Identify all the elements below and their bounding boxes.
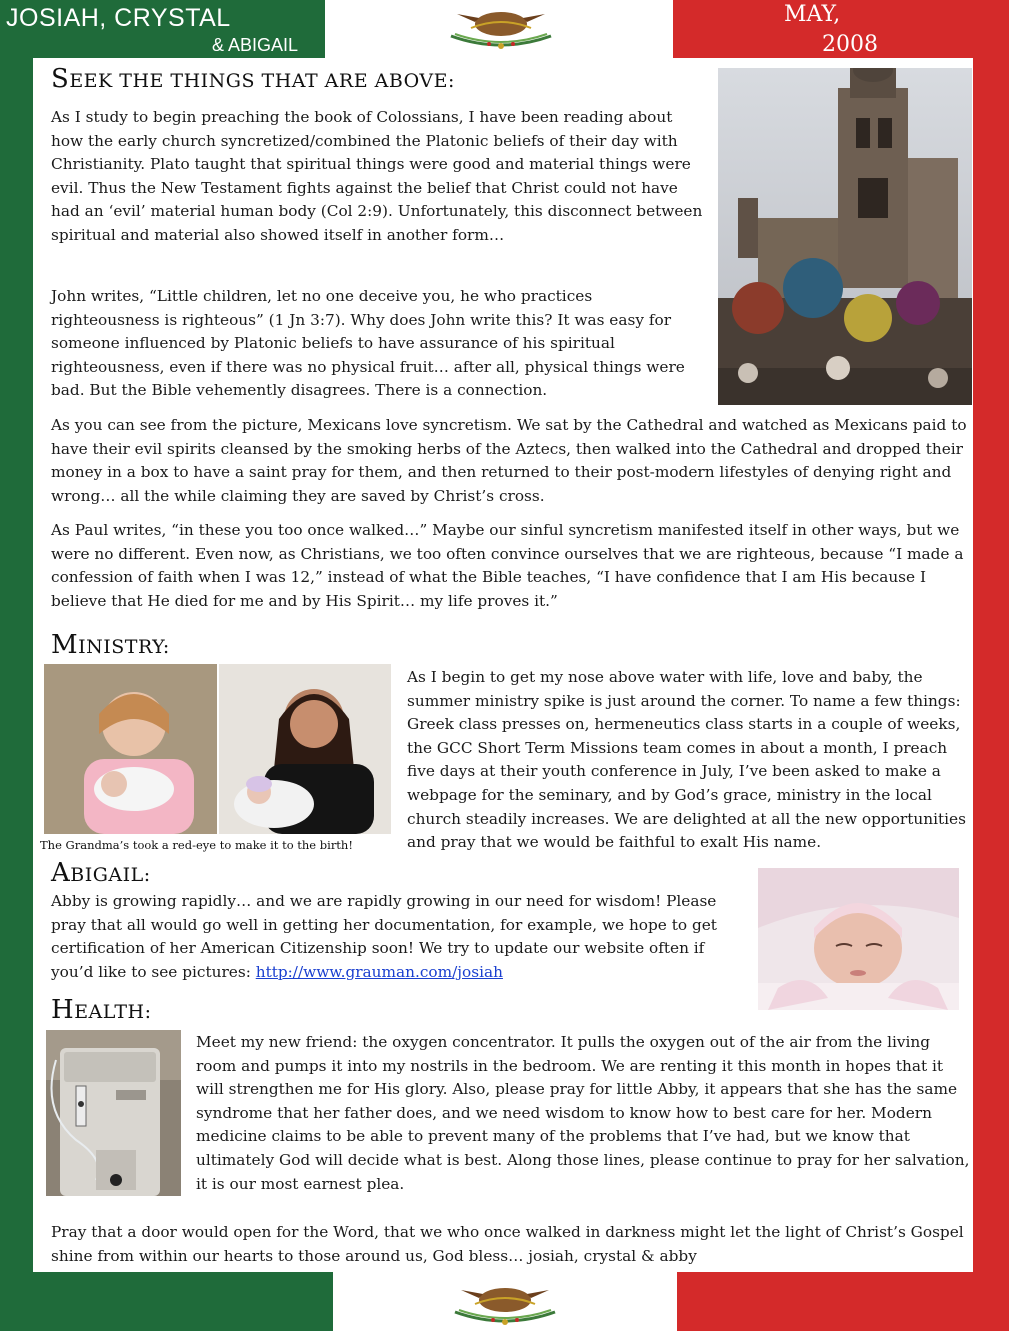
footer-green-block	[0, 1272, 333, 1331]
oxygen-concentrator-photo	[46, 1030, 181, 1196]
abigail-heading: ABIGAIL:	[51, 858, 151, 888]
seek-paragraph-1: As I study to begin preaching the book of Colossians, I have been reading about how the early church syncretized/combined the Platonic beliefs of their day with Christianity. Plato taught that spiritual things were good and material things were evil. Thus the New Testament fights against the belief that Christ could not have had an ‘evil’ material human body (Col 2:9). Unfortunately, this disconnect between spiritual and material also showed itself in another form…	[51, 108, 703, 244]
family-website-link[interactable]: http://www.grauman.com/josiah	[255, 962, 503, 981]
health-paragraph: Meet my new friend: the oxygen concentrator. It pulls the oxygen out of the air from the living room and pumps it into my nostrils in the bedroom. We are renting it this month in hopes that it will strengthen me for His glory. Also, please pray for little Abby, it appears that she has the same syndrome that her father does, and we need wisdom to know how to best care for her. Modern medicine claims to be able to prevent many of the problems that I’ve had, but we know that ultimately God will decide what is best. Along those lines, please continue to pray for her salvation, it is our most earnest plea.	[196, 1033, 970, 1193]
seek-paragraph-3: As you can see from the picture, Mexicans love syncretism. We sat by the Cathedral and watched as Mexicans paid to have their evil spirits cleansed by the smoking herbs of the Aztecs, then walked into the Cathedral and dropped their money in a box to have a saint pray for them, and then returned to their post-modern lifestyles of denying right and wrong… all the while claiming they are saved by Christ’s cross.	[51, 416, 967, 505]
ministry-photo-caption: The Grandma’s took a red-eye to make it to the birth!	[40, 838, 353, 852]
red-side-band	[973, 0, 1009, 1331]
abigail-paragraph	[51, 890, 751, 984]
baby-abby-photo	[758, 868, 959, 1010]
seek-heading: SEEK THE THINGS THAT ARE ABOVE:	[51, 64, 455, 94]
family-names-line2: & ABIGAIL	[212, 35, 299, 55]
seek-paragraph-2: John writes, “Little children, let no one deceive you, he who practices righteousness is righteous” (1 Jn 3:7). Why does John write this? It was easy for someone influenced by Platonic beliefs to have assurance of his spiritual righteousness, even if there was no physical fruit… after all, physical things were bad. But the Bible vehemently disagrees. There is a connection.	[51, 287, 685, 400]
abigail-text: Abby is growing rapidly… and we are rapidly growing in our need for wisdom! Please pray that all would go well in getting her documentation, for example, we hope to get certification of her American Citizenship soon! We try to update our website often if you’d like to see pictures:	[51, 892, 717, 981]
health-heading: HEALTH:	[51, 995, 152, 1025]
ministry-paragraph: As I begin to get my nose above water with life, love and baby, the summer ministry spike is just around the corner. To name a few things: Greek class presses on, hermeneutics class starts in a couple of weeks, the GCC Short Term Missions team comes in about a month, I preach five days at their youth conference in July, I’ve been asked to make a webpage for the seminary, and by God’s grace, ministry in the local church steadily increases. We are delighted at all the new opportunities and pray that we would be faithful to exalt His name.	[407, 668, 966, 852]
footer-red-block	[677, 1272, 1009, 1331]
closing-paragraph: Pray that a door would open for the Word, that we who once walked in darkness might let the light of Christ’s Gospel shine from within our hearts to those around us, God bless… josiah, crystal & abby	[51, 1223, 964, 1265]
grandmas-with-baby-photo	[44, 664, 391, 834]
newsletter-month: MAY,	[784, 2, 841, 27]
mexican-eagle-emblem-bottom	[445, 1282, 565, 1328]
mexican-eagle-emblem-top	[441, 6, 561, 52]
cathedral-photo	[718, 68, 972, 405]
family-names: JOSIAH, CRYSTAL	[6, 4, 231, 32]
newsletter-year: 2008	[822, 32, 878, 57]
ministry-heading: MINISTRY:	[51, 630, 170, 660]
seek-paragraph-4: As Paul writes, “in these you too once walked…” Maybe our sinful syncretism manifested itself in other ways, but we were no different. Even now, as Christians, we too often convince ourselves that we are righteous, because “I made a confession of faith when I was 12,” instead of what the Bible teaches, “I have confidence that I am His because I believe that He died for me and by His Spirit… my life proves it.”	[51, 521, 964, 610]
green-side-band	[0, 0, 33, 1331]
